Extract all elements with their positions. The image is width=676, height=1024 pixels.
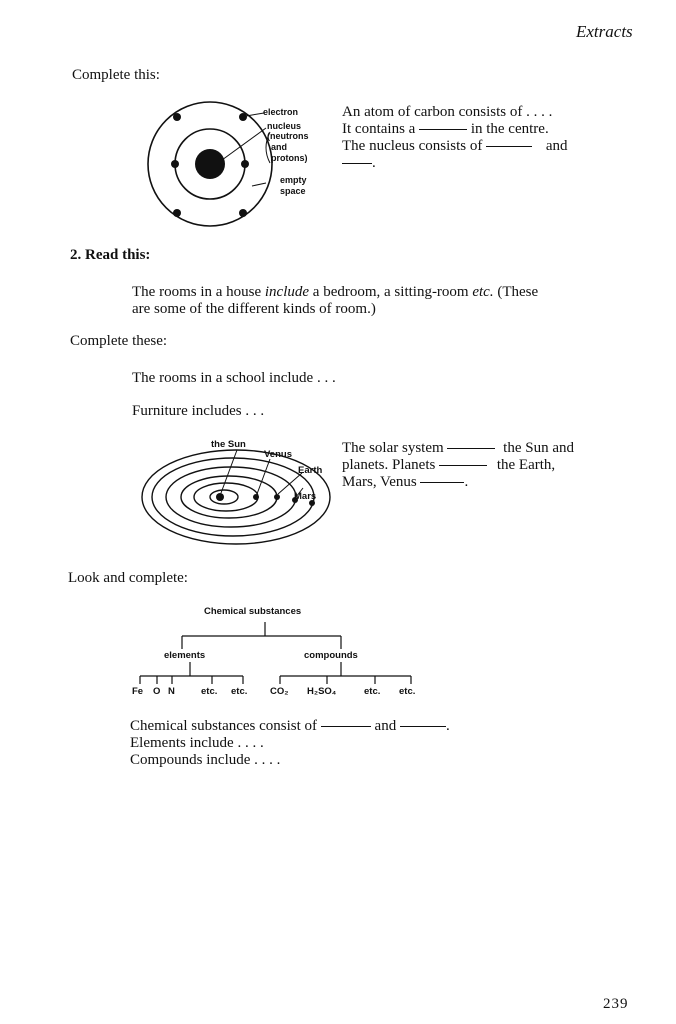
blank: [439, 465, 487, 466]
chem-line-2: Elements include . . . .: [130, 735, 264, 751]
rooms-paragraph-line-1: The rooms in a house include a bedroom, a sitting-room etc. (These: [132, 284, 539, 300]
label-nucleus: nucleus: [267, 121, 302, 131]
tree-leaf-n: N: [168, 686, 175, 697]
label-venus: Venus: [264, 449, 292, 460]
atom-prompt: Complete this:: [72, 67, 160, 83]
tree-leaf-h2so4: H₂SO₄: [307, 686, 337, 697]
pointer-line: [257, 459, 270, 494]
tree-leaf-etc: etc.: [231, 686, 248, 697]
electron-dot: [173, 209, 181, 217]
item-school-rooms: The rooms in a school include . . .: [132, 370, 336, 386]
tree-leaf-etc: etc.: [399, 686, 416, 697]
solar-line-3: Mars, Venus .: [342, 474, 469, 490]
atom-line-4: .: [342, 155, 376, 172]
rooms-paragraph-line-2: are some of the different kinds of room.): [132, 301, 376, 317]
orbit-ring: [194, 483, 258, 511]
atom-line-3: The nucleus consists of and: [342, 138, 568, 154]
blank: [486, 146, 532, 147]
electron-dot: [241, 160, 249, 168]
pointer-line: [221, 450, 237, 493]
running-head: Extracts: [576, 22, 633, 41]
blank: [321, 726, 371, 727]
label-mars: Mars: [294, 491, 317, 502]
blank: [342, 163, 372, 164]
tree-node-elements: elements: [164, 650, 206, 661]
orbit-ring: [181, 476, 277, 518]
blank: [419, 129, 467, 130]
item-furniture: Furniture includes . . .: [132, 403, 265, 419]
blank: [447, 448, 495, 449]
electron-dot: [239, 209, 247, 217]
tree-leaf-o: O: [153, 686, 161, 697]
solar-line-1: The solar system the Sun and: [342, 440, 574, 456]
planet-dot: [274, 494, 280, 500]
blank: [420, 482, 464, 483]
atom-line-2: It contains a in the centre.: [342, 121, 549, 137]
label-neutrons: (neutrons: [267, 131, 309, 141]
electron-dot: [171, 160, 179, 168]
complete-these-prompt: Complete these:: [70, 333, 168, 349]
tree-leaf-co2: CO₂: [270, 686, 289, 697]
atom-nucleus: [195, 149, 225, 179]
planet-dot: [253, 494, 259, 500]
tree-root-chemical-substances: Chemical substances: [204, 606, 302, 617]
electron-dot: [173, 113, 181, 121]
sun-dot: [216, 493, 224, 501]
label-electron: electron: [263, 107, 299, 117]
blank: [400, 726, 446, 727]
exercise-2-heading: 2. Read this:: [70, 247, 151, 263]
chem-line-3: Compounds include . . . .: [130, 752, 281, 768]
label-and: and: [271, 142, 288, 152]
chem-line-1: Chemical substances consist of and .: [130, 718, 450, 734]
page-number: 239: [603, 996, 629, 1012]
tree-leaf-etc: etc.: [201, 686, 218, 697]
pointer-line: [246, 113, 264, 116]
tree-node-compounds: compounds: [304, 650, 358, 661]
orbit-ring: [152, 458, 317, 536]
label-the-sun: the Sun: [211, 439, 246, 450]
solar-line-2: planets. Planets the Earth,: [342, 457, 556, 473]
tree-leaf-fe: Fe: [132, 686, 144, 697]
tree-leaf-etc: etc.: [364, 686, 381, 697]
label-space: space: [280, 186, 306, 196]
pointer-line: [252, 183, 266, 186]
label-earth: Earth: [298, 465, 323, 476]
label-protons: protons): [271, 153, 308, 163]
atom-line-1: An atom of carbon consists of . . . .: [342, 104, 553, 120]
label-empty: empty: [280, 175, 307, 185]
electron-dot: [239, 113, 247, 121]
look-and-complete-prompt: Look and complete:: [68, 570, 188, 586]
atom-diagram: [148, 102, 272, 226]
